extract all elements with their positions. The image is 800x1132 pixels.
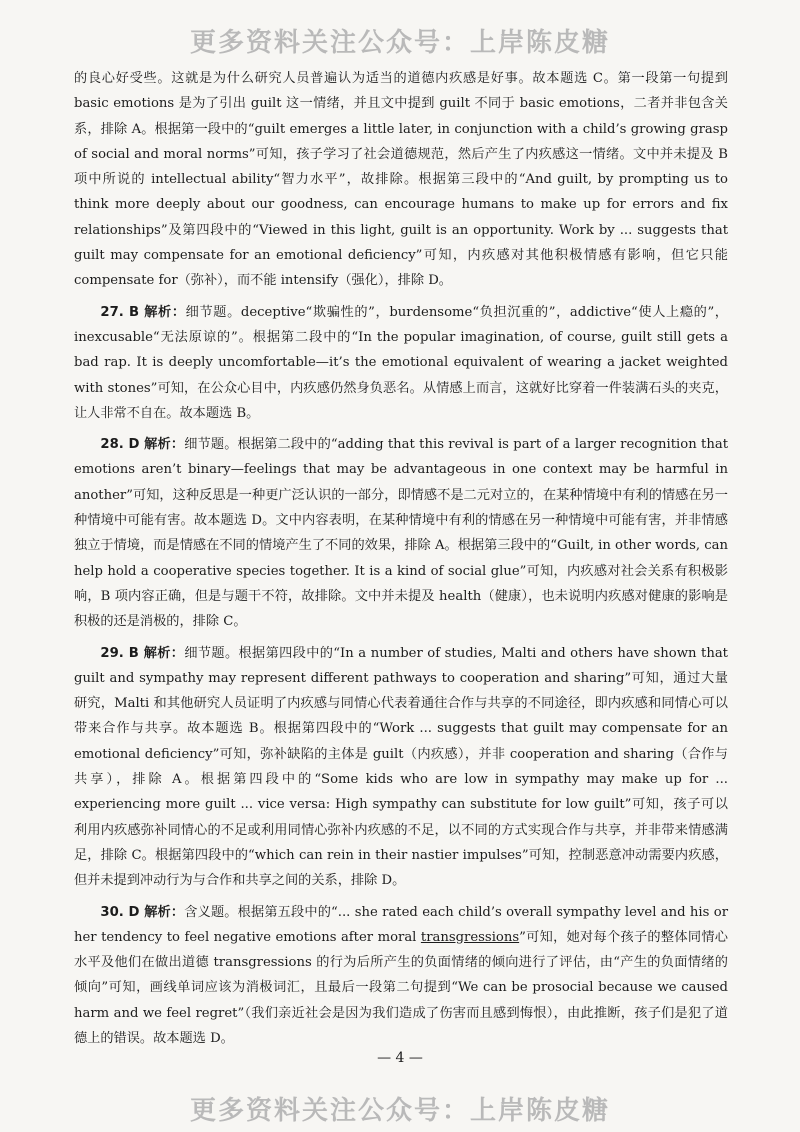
answer-explanations (74, 66, 728, 1057)
question-27-text: 细节题。deceptive“欺骗性的”，burdensome“负担沉重的”，addictive“使人上瘾的”，inexcusable“无法原谅的”。根据第二段中的“In the popular imagination, of course, guilt still gets a bad rap. It is deeply uncomfortable—it’s the emotional equivalent of wearing a jacket weighted with stones”可知，在公众心目中，内疚感仍然身负恶名。从情感上而言，这就好比穿着一件装满石头的夹克，让人非常不自在。故本题选 B。 (74, 304, 728, 421)
underlined-word: transgressions (420, 929, 520, 945)
question-27-explanation (74, 300, 728, 426)
watermark-banner-top: 更多资料关注公众号：上岸陈皮糖 (189, 28, 610, 58)
question-30-text-a: 含义题。根据第五段中的“... she rated each child’s overall sympathy level and his or her tendency to feel negative emotions after moral (74, 904, 728, 945)
watermark-banner-bottom: 更多资料关注公众号：上岸陈皮糖 (189, 1096, 610, 1126)
question-27-label: 27. B 解析： (100, 304, 186, 320)
question-30-label: 30. D 解析： (100, 904, 185, 920)
question-28-label: 28. D 解析： (100, 437, 185, 453)
question-29-label: 29. B 解析： (100, 645, 185, 661)
continuation-paragraph: 的良心好受些。这就是为什么研究人员普遍认为适当的道德内疚感是好事。故本题选 C。第一段第一句提到 basic emotions 是为了引出 guilt 这一情绪，并且文中提到 guilt 不同于 basic emotions，二者并非包含关系，排除 A。根据第一段中的“guilt emerges a little later, in conjunction with a child’s growing grasp of social and moral norms”可知，孩子学习了社会道德规范，然后产生了内疚感这一情绪。文中并未提及 B 项中所说的 intellectual ability“智力水平”，故排除。根据第三段中的“And guilt, by prompting us to think more deeply about our goodness, can encourage humans to make up for errors and fix relationships”及第四段中的“Viewed in this light, guilt is an opportunity. Work by ... suggests that guilt may compensate for an emotional deficiency”可知，内疚感对其他积极情感有影响，但它只能 compensate for（弥补），而不能 intensify（强化），排除 D。 (74, 71, 728, 289)
question-29-text: 细节题。根据第四段中的“In a number of studies, Malti and others have shown that guilt and sympathy may represent different pathways to cooperation and sharing”可知，通过大量研究，Malti 和其他研究人员证明了内疚感与同情心代表着通往合作与共享的不同途径，即内疚感和同情心可以带来合作与共享。故本题选 B。根据第四段中的“Work ... suggests that guilt may compensate for an emotional deficiency”可知，弥补缺陷的主体是 guilt（内疚感），并非 cooperation and sharing（合作与共享），排除 A。根据第四段中的“Some kids who are low in sympathy may make up for ... experiencing more guilt ... vice versa: High sympathy can substitute for low guilt”可知，孩子可以利用内疚感弥补同情心的不足或利用同情心弥补内疚感的不足，以不同的方式实现合作与共享，并非带来情感满足，排除 C。根据第四段中的“which can rein in their nastier impulses”可知，控制恶意冲动需要内疚感，但并未提到冲动行为与合作和共享之间的关系，排除 D。 (74, 645, 728, 889)
question-30-text-b: ”可知，她对每个孩子的整体同情心水平及他们在做出道德 transgressions 的行为后所产生的负面情绪的倾向进行了评估，由“产生的负面情绪的倾向”可知，画线单词应该为消极词汇，且最后一段第二句提到“We can be prosocial because we caused harm and we feel regret”（我们亲近社会是因为我们造成了伤害而且感到悔恨），由此推断，孩子们是犯了道德上的错误。故本题选 D。 (74, 929, 728, 1046)
question-30-explanation (74, 900, 728, 1052)
question-28-text: 细节题。根据第二段中的“adding that this revival is part of a larger recognition that emotions aren’t binary—feelings that may be advantageous in one context may be harmful in another”可知，这种反思是一种更广泛认识的一部分，即情感不是二元对立的，在某种情境中有利的情感在另一种情境中可能有害。故本题选 D。文中内容表明，在某种情境中有利的情感在另一种情境中可能有害，并非情感独立于情境，而是情感在不同的情境产生了不同的效果，排除 A。根据第三段中的“Guilt, in other words, can help hold a cooperative species together. It is a kind of social glue”可知，内疚感对社会关系有积极影响，B 项内容正确，但是与题干不符，故排除。文中并未提及 health（健康），也未说明内疚感对健康的影响是积极的还是消极的，排除 C。 (74, 437, 728, 630)
page-number: — 4 — (377, 1050, 423, 1066)
question-29-explanation (74, 641, 728, 894)
question-28-explanation (74, 432, 728, 634)
